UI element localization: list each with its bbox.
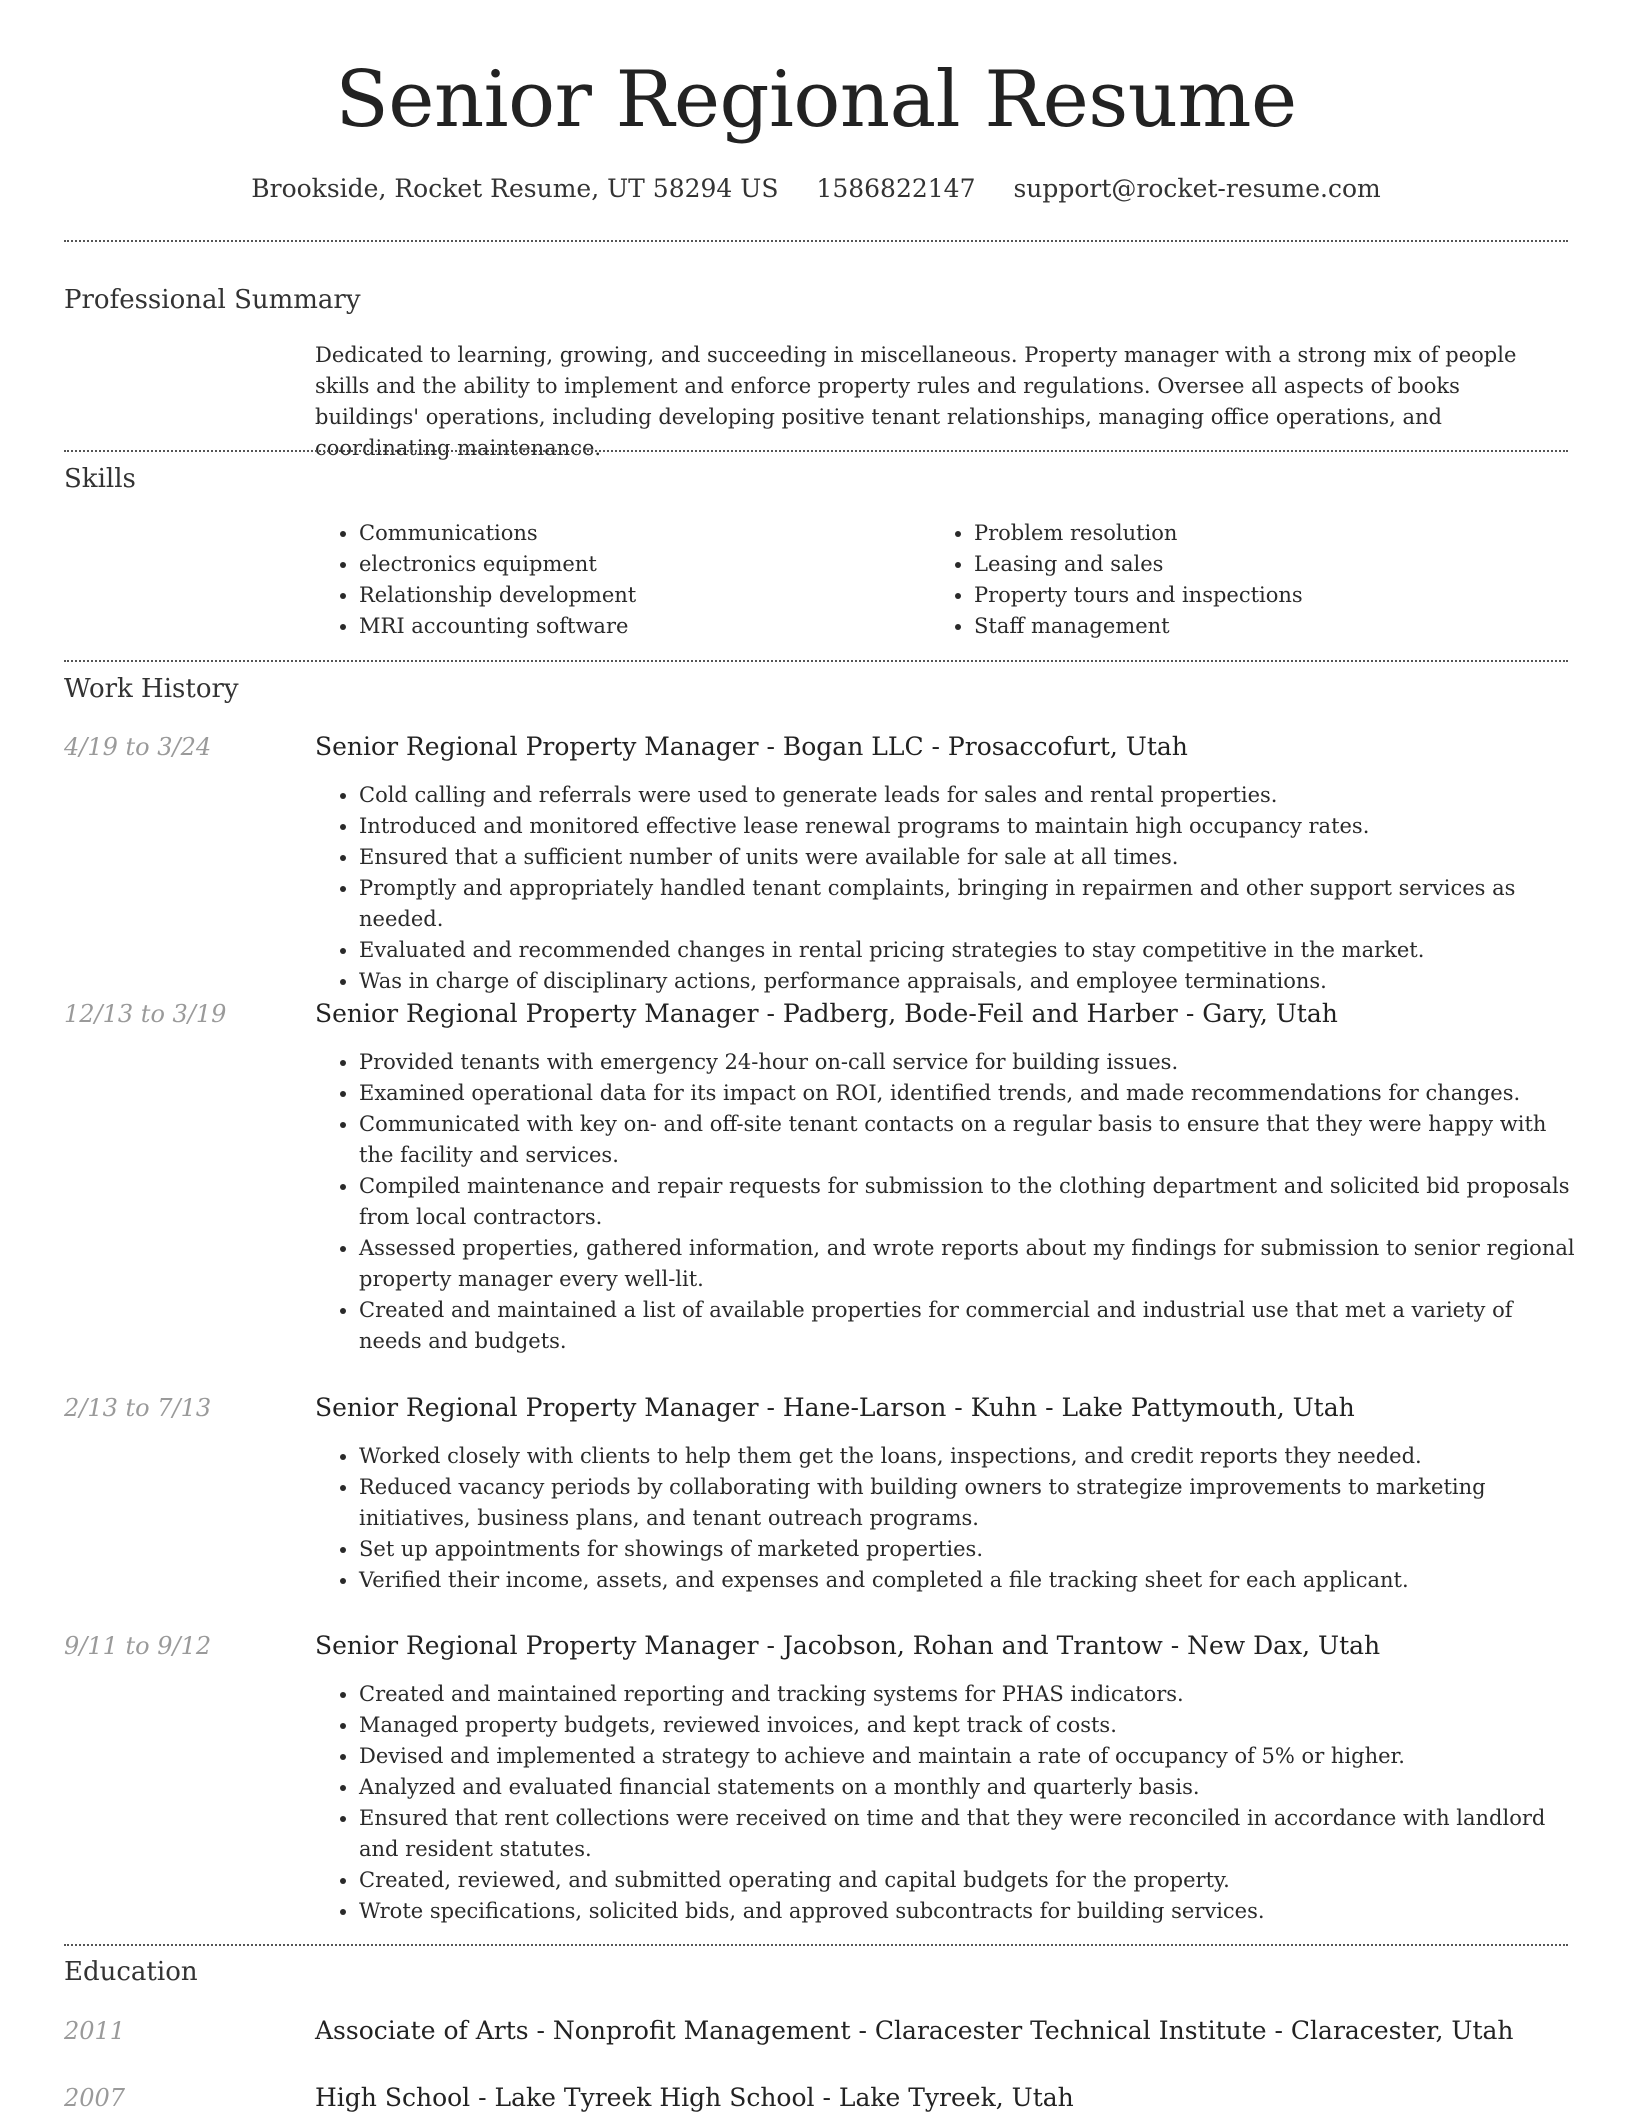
job-bullet: • Created and maintained a list of available properties for commercial and industrial use that met a variety of needs and budgets. — [359, 1295, 1575, 1357]
job-bullet: • Examined operational data for its impact on ROI, identified trends, and made recommendations for changes. — [359, 1078, 1575, 1109]
skill-item: • Property tours and inspections — [974, 580, 1530, 611]
skill-item: • Problem resolution — [974, 518, 1530, 549]
skill-item: • MRI accounting software — [359, 611, 915, 642]
job-bullet: • Worked closely with clients to help them get the loans, inspections, and credit reports they needed. — [359, 1441, 1575, 1472]
job-bullet: • Analyzed and evaluated financial statements on a monthly and quarterly basis. — [359, 1772, 1575, 1803]
summary-text: Dedicated to learning, growing, and succeeding in miscellaneous. Property manager with a strong mix of people skills and the ability to implement and enforce property rules and regulations. Oversee all aspects of books buildings' operations, including developing positive tenant relationships, managing office operations, and coordinating maintenance. — [315, 343, 1517, 460]
skill-item: • Staff management — [974, 611, 1530, 642]
job-bullet: • Created and maintained reporting and tracking systems for PHAS indicators. — [359, 1679, 1575, 1710]
education-year: 2007 — [64, 2084, 126, 2112]
education-year: 2011 — [64, 2017, 126, 2045]
job-bullet: • Cold calling and referrals were used to generate leads for sales and rental properties. — [359, 780, 1575, 811]
skills-left-column — [315, 518, 915, 642]
job-bullet: • Provided tenants with emergency 24-hour on-call service for building issues. — [359, 1047, 1575, 1078]
section-divider — [64, 660, 1568, 662]
job-bullet: • Ensured that a sufficient number of units were available for sale at all times. — [359, 842, 1575, 873]
work-history-heading: Work History — [64, 674, 239, 704]
job-bullets — [315, 1679, 1575, 1927]
job-bullet: • Assessed properties, gathered information, and wrote reports about my findings for submission to senior regional property manager every well-lit. — [359, 1233, 1575, 1295]
summary-heading: Professional Summary — [64, 285, 361, 315]
job-bullet: • Compiled maintenance and repair requests for submission to the clothing department and solicited bid proposals from local contractors. — [359, 1171, 1575, 1233]
section-divider — [64, 1944, 1568, 1946]
job-bullet: • Wrote specifications, solicited bids, and approved subcontracts for building services. — [359, 1896, 1575, 1927]
education-title: High School - Lake Tyreek High School - Lake Tyreek, Utah — [315, 2083, 1074, 2112]
job-bullet: • Introduced and monitored effective lease renewal programs to maintain high occupancy rates. — [359, 811, 1575, 842]
skill-item: • electronics equipment — [359, 549, 915, 580]
job-bullet: • Communicated with key on- and off-site tenant contacts on a regular basis to ensure that they were happy with the facility and services. — [359, 1109, 1575, 1171]
contact-phone: 1586822147 — [816, 174, 976, 203]
job-bullets — [315, 1047, 1575, 1357]
contact-address: Brookside, Rocket Resume, UT 58294 US — [251, 174, 779, 203]
job-bullet: • Was in charge of disciplinary actions, performance appraisals, and employee terminations. — [359, 966, 1575, 997]
job-bullets — [315, 780, 1575, 997]
job-dates: 9/11 to 9/12 — [64, 1632, 212, 1660]
job-bullet: • Devised and implemented a strategy to achieve and maintain a rate of occupancy of 5% or higher. — [359, 1741, 1575, 1772]
skill-item: • Relationship development — [359, 580, 915, 611]
job-bullet: • Promptly and appropriately handled tenant complaints, bringing in repairmen and other support services as needed. — [359, 873, 1575, 935]
resume-name: Senior Regional Resume — [335, 55, 1297, 145]
skills-right-column — [930, 518, 1530, 642]
job-bullet: • Ensured that rent collections were received on time and that they were reconciled in accordance with landlord and resident statutes. — [359, 1803, 1575, 1865]
contact-email: support@rocket-resume.com — [1013, 174, 1381, 203]
job-title: Senior Regional Property Manager - Padberg, Bode-Feil and Harber - Gary, Utah — [315, 999, 1338, 1028]
skills-heading: Skills — [64, 464, 136, 494]
job-title: Senior Regional Property Manager - Jacobson, Rohan and Trantow - New Dax, Utah — [315, 1631, 1381, 1660]
skill-item: • Communications — [359, 518, 915, 549]
education-title: Associate of Arts - Nonprofit Management - Claracester Technical Institute - Claracester, Utah — [315, 2016, 1514, 2045]
job-bullet: • Managed property budgets, reviewed invoices, and kept track of costs. — [359, 1710, 1575, 1741]
job-bullet: • Verified their income, assets, and expenses and completed a file tracking sheet for each applicant. — [359, 1565, 1575, 1596]
skill-item: • Leasing and sales — [974, 549, 1530, 580]
job-title: Senior Regional Property Manager - Hane-Larson - Kuhn - Lake Pattymouth, Utah — [315, 1393, 1355, 1422]
job-bullet: • Reduced vacancy periods by collaborating with building owners to strategize improvements to marketing initiatives, business plans, and tenant outreach programs. — [359, 1472, 1575, 1534]
job-bullets — [315, 1441, 1575, 1596]
education-heading: Education — [64, 1957, 198, 1987]
job-dates: 12/13 to 3/19 — [64, 1000, 227, 1028]
job-bullet: • Evaluated and recommended changes in rental pricing strategies to stay competitive in the market. — [359, 935, 1575, 966]
job-dates: 2/13 to 7/13 — [64, 1394, 212, 1422]
contact-line — [0, 170, 1632, 208]
job-title: Senior Regional Property Manager - Bogan LLC - Prosaccofurt, Utah — [315, 732, 1188, 761]
job-dates: 4/19 to 3/24 — [64, 733, 212, 761]
section-divider — [64, 240, 1568, 242]
section-divider — [64, 450, 1568, 452]
job-bullet: • Created, reviewed, and submitted operating and capital budgets for the property. — [359, 1865, 1575, 1896]
job-bullet: • Set up appointments for showings of marketed properties. — [359, 1534, 1575, 1565]
